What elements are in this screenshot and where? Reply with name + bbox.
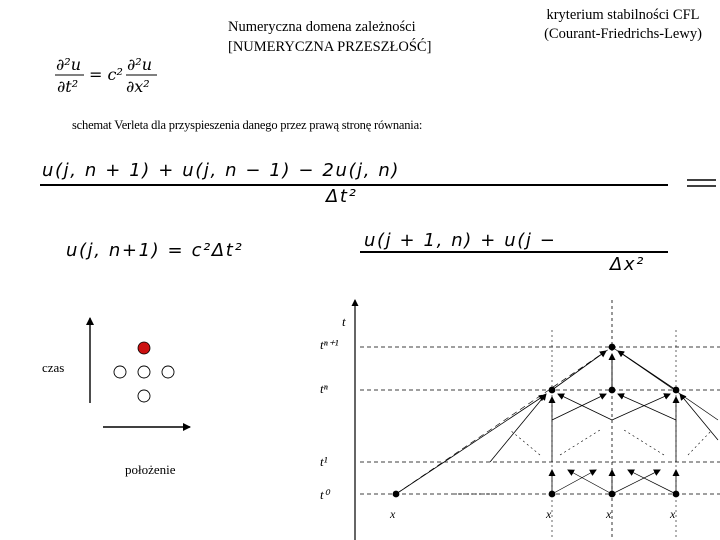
formula1-denominator: Δt² [326,186,358,207]
stencil-diagram [90,318,190,427]
x-label-4: x [670,507,676,521]
wave-equation [55,55,157,96]
grid-node-n-right [673,387,680,394]
cfl-line-2: (Courant-Friedrichs-Lewy) [544,26,702,42]
x-label-2: x [546,507,552,521]
grid-node-n-center [609,387,616,394]
edge-p [628,470,676,494]
edge-e [490,394,546,462]
lhs-denominator: ∂t² [57,77,79,96]
edge-b [558,394,612,420]
edge-d [618,394,676,420]
position-label: położenie [125,462,176,477]
rhs-numerator: ∂²u [127,55,152,74]
verlet-formula-2 [66,230,668,275]
verlet-formula-1 [40,160,716,207]
level-label-n: tⁿ [320,381,328,396]
grid-node-n-left [549,387,556,394]
edge-r-to-top [618,351,676,390]
edge-h [680,394,718,440]
edge-c [612,394,670,420]
level-label-n1: tⁿ⁺¹ [320,337,339,352]
title-line-1: Numeryczna domena zależności [228,19,416,35]
dependence-grid [320,300,720,540]
x-label-1: x [390,507,396,521]
time-label: czas [42,360,65,375]
rhs-denominator: ∂x² [126,77,150,96]
title-line-2: [NUMERYCZNA PRZESZŁOŚĆ] [228,39,432,55]
dotted-4 [688,430,712,455]
cone-left-edge [396,347,612,494]
formula2-numerator: u(j + 1, n) + u(j − [364,230,557,251]
level-label-0: t⁰ [320,487,329,502]
formula2-lhs: u(j, n+1) = c²Δt² [66,240,244,261]
level-label-1: t¹ [320,454,328,469]
grid-node-top [609,344,616,351]
edge-a [552,394,606,420]
dotted-1 [560,430,600,455]
lhs-numerator: ∂²u [56,55,81,74]
dotted-3 [510,430,540,455]
formula2-denominator: Δx² [610,254,645,275]
edge-o [612,470,660,494]
cfl-line-1: kryterium stabilności CFL [546,7,700,23]
grid-node-base-left [549,491,556,498]
grid-axis-label: t [342,314,346,329]
edge-i [396,395,545,494]
stencil-node-next [138,342,150,354]
equals-c-squared: = c² [89,65,123,84]
grid-node-base-far-left [393,491,400,498]
stencil-node-right [162,366,174,378]
x-label-3: x [606,507,612,521]
grid-node-base-right [673,491,680,498]
dotted-2 [624,430,664,455]
grid-node-base-center [609,491,616,498]
stencil-node-left [114,366,126,378]
stencil-node-prev [138,390,150,402]
stencil-node-center [138,366,150,378]
edge-l-to-top [552,351,606,390]
verlet-scheme-caption: schemat Verleta dla przyspieszenia danego przez prawą stronę równania: [72,118,423,132]
formula1-numerator: u(j, n + 1) + u(j, n − 1) − 2u(j, n) [42,160,400,181]
